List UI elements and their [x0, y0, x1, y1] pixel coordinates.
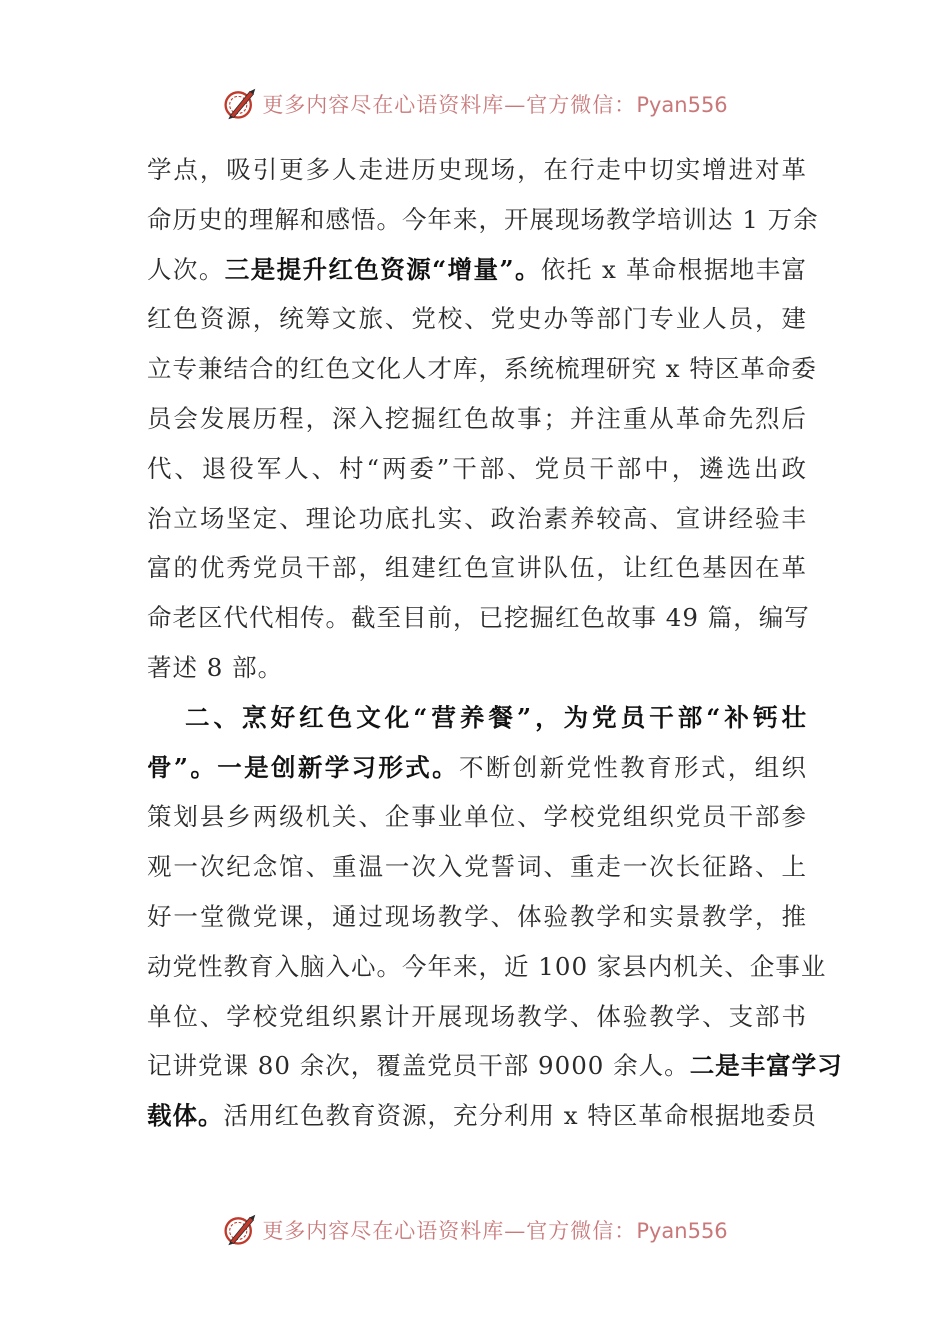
- text-run: 立专兼结合的红色文化人才库，系统梳理研究 x 特区革命委: [147, 354, 817, 384]
- bold-text-run: 载体。: [147, 1101, 224, 1131]
- watermark-cn: 更多内容尽在心语资料库—官方微信：: [262, 93, 637, 117]
- text-line: [147, 792, 807, 842]
- quill-pen-seal-icon: [222, 1212, 258, 1248]
- text-line: [147, 643, 807, 693]
- text-run: 命历史的理解和感悟。今年来，开展现场教学培训达 1 万余: [147, 204, 819, 234]
- text-run: 依托 x 革命根据地丰富: [540, 254, 807, 284]
- text-line: [147, 494, 807, 544]
- text-run: 动党性教育入脑入心。今年来，近 100 家县内机关、企事业: [147, 951, 827, 981]
- bold-text-run: 骨”。一是创新学习形式。: [147, 752, 460, 782]
- footer-watermark: [0, 1208, 950, 1252]
- text-run: 著述 8 部。: [147, 652, 284, 682]
- text-line: [147, 842, 807, 892]
- text-line: [147, 245, 807, 295]
- section-heading-line: [147, 693, 807, 743]
- text-run: 富的优秀党员干部，组建红色宣讲队伍，让红色基因在革: [147, 553, 807, 583]
- text-run: 记讲党课 80 余次，覆盖党员干部 9000 余人。: [147, 1051, 690, 1081]
- watermark-wechat-id: Pyan556: [636, 93, 728, 117]
- text-line: [147, 1091, 817, 1141]
- text-line: [147, 195, 819, 245]
- text-line: [147, 294, 807, 344]
- watermark-text: [262, 89, 727, 119]
- text-run: 不断创新党性教育形式，组织: [459, 752, 807, 782]
- bold-text-run: 二、烹好红色文化“营养餐”，为党员干部“补钙壮: [185, 702, 807, 732]
- text-line: [147, 394, 807, 444]
- text-run: 活用红色教育资源，充分利用 x 特区革命根据地委员: [223, 1101, 817, 1131]
- bold-text-run: 二是丰富学习: [689, 1051, 843, 1081]
- text-run: 学点，吸引更多人走进历史现场，在行走中切实增进对革: [147, 155, 807, 184]
- text-run: 单位、学校党组织累计开展现场教学、体验教学、支部书: [147, 1001, 807, 1031]
- quill-pen-seal-icon: [222, 86, 258, 122]
- watermark-wechat-id: Pyan556: [636, 1219, 728, 1243]
- header-watermark: [0, 82, 950, 126]
- bold-text-run: 三是提升红色资源“增量”。: [224, 254, 541, 284]
- text-run: 人次。: [147, 254, 225, 284]
- text-line: [147, 543, 807, 593]
- text-line: [147, 992, 807, 1042]
- text-line: [147, 444, 807, 494]
- text-line: [147, 344, 817, 394]
- text-run: 策划县乡两级机关、企事业单位、学校党组织党员干部参: [147, 802, 807, 832]
- watermark-cn: 更多内容尽在心语资料库—官方微信：: [262, 1219, 637, 1243]
- text-line: [147, 593, 810, 643]
- text-run: 红色资源，统筹文旅、党校、党史办等部门专业人员，建: [147, 304, 807, 334]
- text-run: 观一次纪念馆、重温一次入党誓词、重走一次长征路、上: [147, 852, 807, 882]
- text-line: [147, 1041, 843, 1091]
- text-run: 员会发展历程，深入挖掘红色故事；并注重从革命先烈后: [147, 403, 807, 433]
- text-line: [147, 942, 827, 992]
- text-line: [147, 743, 807, 793]
- text-line: [147, 145, 807, 195]
- document-body: [147, 145, 843, 1141]
- text-run: 好一堂微党课，通过现场教学、体验教学和实景教学，推: [147, 901, 807, 931]
- text-run: 代、退役军人、村“两委”干部、党员干部中，遴选出政: [147, 453, 807, 483]
- watermark-text: [262, 1215, 727, 1245]
- text-run: 命老区代代相传。截至目前，已挖掘红色故事 49 篇，编写: [147, 603, 810, 633]
- text-run: 治立场坚定、理论功底扎实、政治素养较高、宣讲经验丰: [147, 503, 807, 533]
- text-line: [147, 892, 807, 942]
